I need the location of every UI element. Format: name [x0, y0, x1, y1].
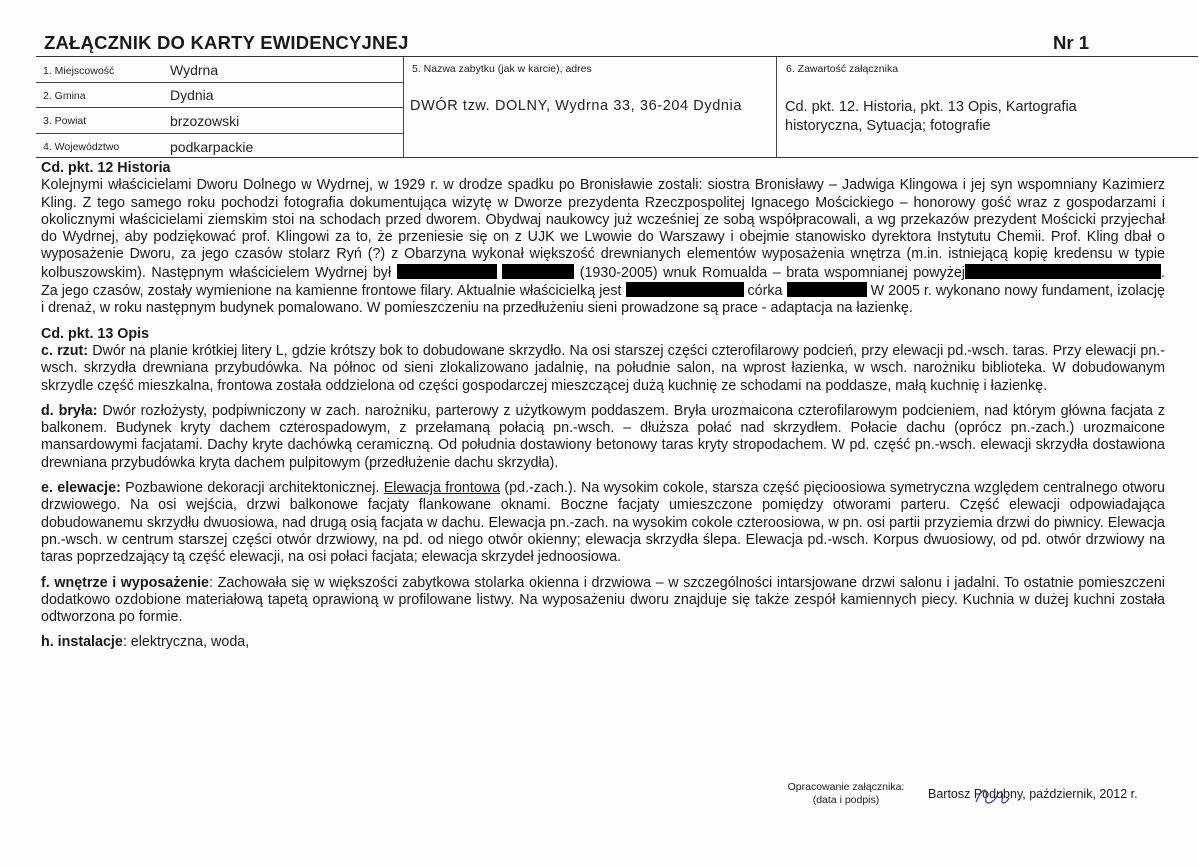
field-value-powiat: brzozowski [170, 113, 240, 129]
opis-rzut [41, 343, 1165, 395]
table-row-divider [36, 107, 403, 108]
redaction-block [502, 264, 574, 279]
table-row-divider [36, 82, 403, 83]
table-row-divider [36, 133, 403, 134]
opis-wnetrze-text: : Zachowała się w większości zabytkowa stolarka okienna i drzwiowa – w szczególności intarsjowane drzwi salonu i jadalni. To ostatnie pomieszczeni dodatkowo ozdobione materiałową tapetą oprawioną w profilowane listwy. Na wyposażeniu dworu znajduje się także zespół kamiennych piecy. Kuchnia w dużej kuchni została odtworzona po formie. [41, 574, 1165, 626]
field-value-gmina: Dydnia [170, 87, 214, 103]
redaction-block [965, 264, 1161, 279]
field-label-nazwa: 5. Nazwa zabytku (jak w karcie), adres [412, 63, 592, 75]
opis-elewacje [41, 480, 1165, 566]
opis-instalacje-text: : elektryczna, woda, [122, 634, 250, 651]
footer-author: Bartosz Podubny, październik, 2012 r. [928, 787, 1138, 801]
historia-paragraph [41, 177, 1165, 317]
signature-scribble [972, 782, 1012, 810]
opis-rzut-label: c. rzut: [41, 342, 89, 359]
opis-bryla-label: d. bryła: [41, 402, 98, 419]
field-label-wojewodztwo: 4. Województwo [43, 141, 120, 153]
historia-text: córka [747, 283, 783, 300]
opis-elewacje-underlined: Elewacja frontowa [383, 480, 501, 497]
historia-text: Kolejnymi właścicielami Dworu Dolnego w Wydrnej, w 1929 r. w drodze spadku po Bronisławie zostali: siostra Bronisławy – Jadwiga Klingowa i jej syn wspomniany Kazimierz Kling. Z tego samego roku pochodzi fotografia dokumentująca wizytę w Dworze prezydenta Rzeczpospolitej Ignacego Mościckiego – honorowy gość wraz z gospodarzami i okolicznymi właścicielami ziemskim stoi na schodach przed dworem. Obydwaj naukowcy już wcześniej ze sobą współpracowali, a wg przekazów prezydent Mościcki przyjechał do Wydrnej, aby podziękować prof. Klingowi za to, że przeniesie się on z UJK we Lwowie do Warszawy i obejmie stanowisko dyrektora Instytutu Chemii. Prof. Kling dbał o wyposażenie Dworu, za jego czasów stolarz Ryń (?) z Obarzyna wykonał większość drewnianych elementów wyposażenia wnętrza (m.in. istniejącą kopię kredensu w typie kolbuszowskim). Następnym właścicielem Wydrnej był [41, 177, 1165, 281]
opis-rzut-text: Dwór na planie krótkiej litery L, gdzie krótszy bok to dobudowane skrzydło. Na osi starszej części czterofilarowy podcień, przy elewacji pd.-wsch. taras. Przy elewacji pn.-wsch. skrzydła drewniana przybudówka. Na północ od sieni zlokalizowano jadalnię, na południe salon, na wprost łazienka, w wsch. narożniku biblioteka. W dobudowanym skrzydle część mieszkalna, frontowa została oddzielona od części gospodarczej mieszczącej dużą kuchnię ze schodami na poddasze, małą kuchnię i łazienkę. [41, 342, 1166, 394]
field-value-nazwa: DWÓR tzw. DOLNY, Wydrna 33, 36-204 Dydnia [410, 98, 743, 114]
field-label-miejscowosc: 1. Miejscowość [43, 65, 115, 77]
opis-elewacje-label: e. elewacje: [41, 480, 121, 497]
historia-text: . Za jego czasów, zostały wymienione na kamienne frontowe filary. Aktualnie właścicielką jest [41, 264, 1165, 300]
field-label-powiat: 3. Powiat [43, 115, 87, 127]
opis-instalacje-label: h. instalacje [41, 634, 123, 651]
header-table [36, 56, 1198, 158]
redaction-block [626, 282, 744, 297]
opis-instalacje [41, 634, 1165, 651]
opis-bryla-text: Dwór rozłożysty, podpiwniczony w zach. narożniku, parterowy z użytkowym poddaszem. Bryła urozmaicona czterofilarowym podcieniem, nad którym główna facjata z balkonem. Budynek kryty dachem czterospadowym, z przełamaną połacią pn.-wsch. – dłuższa połać nad skrzydłem. Połacie dachu (oprócz pn.-zach.) urozmaicone mansardowymi facjatami. Dachy kryte dachówką ceramiczną. Od południa dostawiony betonowy taras kryty stropodachem. W pd. część pn.-wsch. elewacji skrzydła dostawiona drewniana przybudówka kryta dachem pulpitowym (przedłużenie dachu skrzydła). [41, 402, 1165, 471]
section-heading-historia: Cd. pkt. 12 Historia [41, 160, 171, 176]
opis-wnetrze [41, 575, 1165, 627]
table-divider [403, 57, 404, 157]
field-label-gmina: 2. Gmina [43, 90, 86, 102]
field-value-wojewodztwo: podkarpackie [170, 139, 254, 155]
opis-elewacje-text: (pd.-zach.). Na wysokim cokole, starsza część pięcioosiowa symetryczna względem centralnego otworu drzwiowego. Na osi wejścia, drzwi balkonowe facjaty flankowane oknami. Boczne facjaty umieszczone pomiędzy otworami parteru. Część elewacji odpowiadająca dobudowanemu skrzydłu dwuosiowa, nad drugą osią facjata w dachu. Elewacja pn.-zach. na wysokim cokole czteroosiowa, w pn. osi partii przyziemia drzwi do piwnicy. Elewacja pn.-wsch. w centrum starszej części otwór drzwiowy, na pd. od niego otwór okienny; elewacja skrzydła ślepa. Elewacja pd.-wsch. Korpus dwuosiowy, od pd. otwór drzwiowy na taras poprzedzający tą część elewacji, na osi połaci facjata; elewacja skrzydeł jednoosiowa. [41, 480, 1165, 566]
field-value-zawartosc: Cd. pkt. 12. Historia, pkt. 13 Opis, Kartografia historyczna, Sytuacja; fotografie [785, 99, 1077, 134]
historia-text: W 2005 r. wykonano nowy fundament, izolację i drenaż, w roku następnym budynek pomalowano. W pomieszczeniu na przedłużeniu sieni prowadzone są prace - adaptacja na łazienkę. [41, 283, 1165, 317]
historia-text: (1930-2005) wnuk Romualda – brata wspomnianej powyżej [579, 264, 965, 281]
redaction-block [787, 282, 867, 297]
document-number: Nr 1 [1053, 32, 1089, 53]
opis-elewacje-text: Pozbawione dekoracji architektonicznej. [125, 480, 380, 497]
section-heading-opis: Cd. pkt. 13 Opis [41, 325, 150, 342]
footer-label: Opracowanie załącznika: (data i podpis) [787, 781, 905, 806]
document-body [41, 160, 1165, 652]
redaction-block [397, 264, 497, 279]
field-label-zawartosc: 6. Zawartość załącznika [786, 63, 899, 75]
document-title: ZAŁĄCZNIK DO KARTY EWIDENCYJNEJ [44, 32, 409, 53]
opis-wnetrze-label: f. wnętrze i wyposażenie [41, 574, 209, 591]
table-divider [776, 57, 777, 157]
opis-bryla [41, 403, 1165, 472]
field-value-miejscowosc: Wydrna [170, 62, 219, 78]
